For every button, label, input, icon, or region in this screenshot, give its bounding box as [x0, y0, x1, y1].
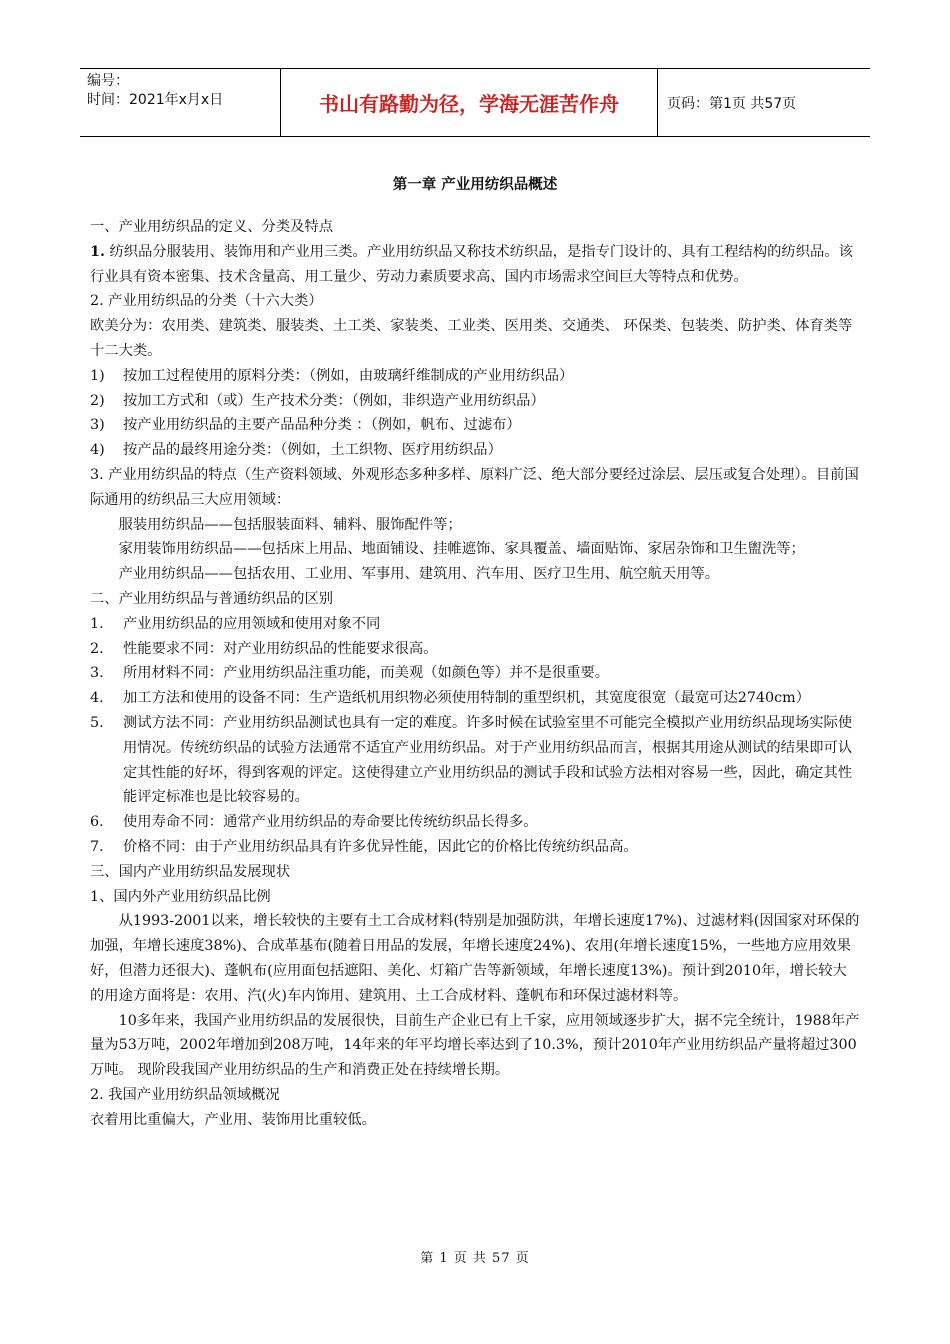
list-item-text: 按加工方式和（或）生产技术分类：（例如，非织造产业用纺织品） — [123, 392, 545, 409]
subsection-3-2: 2. 我国产业用纺织品领域概况 — [90, 1086, 280, 1103]
list-item-number: 6. — [90, 814, 104, 831]
list-item-text: 使用寿命不同：通常产业用纺织品的寿命要比传统纺织品长得多。 — [123, 814, 538, 831]
document-body — [90, 215, 860, 1132]
paragraph-9: 10多年来，我国产业用纺织品的发展很快，目前生产企业已有上千家，应用领域逐步扩大，据不完全统计，1988年产量为53万吨，2002年增加到208万吨，14年来的年平均增长率达到了10.3%，预计2010年产业用纺织品产量将超过300万吨。 现阶段我国产业用纺织品的生产和消费正处在持续增长期。 — [90, 1012, 860, 1079]
chapter-title: 第一章 产业用纺织品概述 — [392, 177, 558, 193]
header-motto: 书山有路勤为径，学海无涯苦作舟 — [281, 69, 658, 136]
header-meta — [80, 69, 281, 136]
list-item-text: 产业用纺织品的应用领域和使用对象不同 — [123, 615, 381, 632]
list-item-text: 按产业用纺织品的主要产品品种分类 ：（例如，帆布、过滤布） — [123, 417, 521, 434]
list-item-text: 按加工过程使用的原料分类：（例如，由玻璃纤维制成的产业用纺织品） — [123, 367, 574, 384]
paragraph-3: 欧美分为：农用类、建筑类、服装类、土工类、家装类、工业类、医用类、交通类、 环保类、包装类、防护类、体育类等十二大类。 — [90, 318, 853, 359]
list-item-number: 4) — [90, 442, 105, 459]
list-item-number: 2) — [90, 392, 105, 409]
number-label: 编号： — [87, 73, 129, 89]
list-item — [90, 686, 860, 711]
paragraph-4: 3. 产业用纺织品的特点（生产资料领域、外观形态多种多样、原料广泛、绝大部分要经过涂层、层压或复合处理）。目前国际通用的纺织品三大应用领域： — [90, 466, 859, 508]
list-item-number: 7. — [90, 838, 104, 855]
section-3-heading: 三、国内产业用纺织品发展现状 — [90, 863, 291, 880]
list-item-text: 测试方法不同：产业用纺织品测试也具有一定的难度。许多时候在试验室里不可能完全模拟产业用纺织品现场实际使用情况。传统纺织品的试验方法通常不适宜产业用纺织品。对于产业用纺织品而言，根据其用途从测试的结果即可认定其性能的好坏，得到客观的评定。这使得建立产业用纺织品的测试手段和试验方法相对容易一些，因此，确定其性能评定标准也是比较容易的。 — [123, 714, 853, 806]
header-page-info: 页码：第1页 共57页 — [667, 95, 797, 112]
paragraph-10: 衣着用比重偏大，产业用、装饰用比重较低。 — [90, 1111, 376, 1128]
list-item-number: 2. — [90, 640, 104, 657]
list-item-number: 5. — [90, 714, 104, 731]
page-footer: 第 1 页 共 57 页 — [420, 1251, 530, 1266]
section-1-heading: 一、产业用纺织品的定义、分类及特点 — [90, 219, 334, 235]
list-item-number: 4. — [90, 690, 104, 707]
list-item-number: 1) — [90, 367, 105, 384]
list-item — [90, 612, 860, 637]
list-item — [90, 364, 860, 389]
list-item-text: 按产品的最终用途分类：（例如，土工织物、医疗用纺织品） — [123, 442, 502, 459]
paragraph-1-text: 纺织品分服装用、装饰用和产业用三类。产业用纺织品又称技术纺织品，是指专门设计的、具有工程结构的纺织品。该行业具有资本密集、技术含量高、用工量少、劳动力素质要求高、国内市场需求空间巨大等特点和优势。 — [90, 243, 853, 285]
subsection-3-1: 1、国内外产业用纺织品比例 — [90, 888, 271, 905]
list-item-text: 价格不同：由于产业用纺织品具有许多优异性能，因此它的价格比传统纺织品高。 — [123, 838, 638, 855]
list-item-number: 3. — [90, 665, 104, 682]
list-item — [90, 438, 860, 463]
list-item-number: 1. — [90, 615, 104, 632]
difference-list — [90, 612, 860, 860]
list-item — [90, 810, 860, 835]
list-item-text: 所用材料不同：产业用纺织品注重功能，而美观（如颜色等）并不是很重要。 — [123, 665, 610, 682]
list-item — [90, 389, 860, 414]
paragraph-5: 服装用纺织品——包括服装面料、辅料、服饰配件等； — [118, 516, 462, 533]
list-item-number: 3) — [90, 417, 105, 434]
paragraph-1 — [90, 240, 860, 290]
time-label: 时间：2021年x月x日 — [87, 92, 224, 108]
page-header — [80, 68, 870, 137]
list-item-text: 性能要求不同：对产业用纺织品的性能要求很高。 — [123, 640, 438, 657]
paragraph-8: 从1993-2001以来，增长较快的主要有土工合成材料(特别是加强防洪，年增长速度17%)、过滤材料(因国家对环保的加强，年增长速度38%)、合成革基布(随着日用品的发展，年增长速度24%)、农用(年增长速度15%，一些地方应用效果好，但潜力还很大)、蓬帆布(应用面包括遮阳、美化、灯箱广告等新领域，年增长速度13%)。预计到2010年，增长较大的用途方面将是：农用、汽(火)车内饰用、建筑用、土工合成材料、蓬帆布和环保过滤材料等。 — [90, 913, 860, 1004]
list-item — [90, 413, 860, 438]
list-item — [90, 661, 860, 686]
paragraph-2: 2. 产业用纺织品的分类（十六大类） — [90, 293, 323, 310]
list-item — [90, 711, 860, 810]
section-2-heading: 二、产业用纺织品与普通纺织品的区别 — [90, 590, 334, 607]
classification-list — [90, 364, 860, 463]
paragraph-6: 家用装饰用纺织品——包括床上用品、地面铺设、挂帷遮饰、家具覆盖、墙面贴饰、家居杂饰和卫生盥洗等； — [118, 541, 805, 558]
list-item — [90, 637, 860, 662]
list-item — [90, 835, 860, 860]
paragraph-7: 产业用纺织品——包括农用、工业用、军事用、建筑用、汽车用、医疗卫生用、航空航天用等。 — [118, 566, 720, 583]
paragraph-1-number: 1. — [90, 243, 105, 260]
list-item-text: 加工方法和使用的设备不同：生产造纸机用织物必须使用特制的重型织机，其宽度很宽（最宽可达2740cm） — [123, 690, 811, 707]
